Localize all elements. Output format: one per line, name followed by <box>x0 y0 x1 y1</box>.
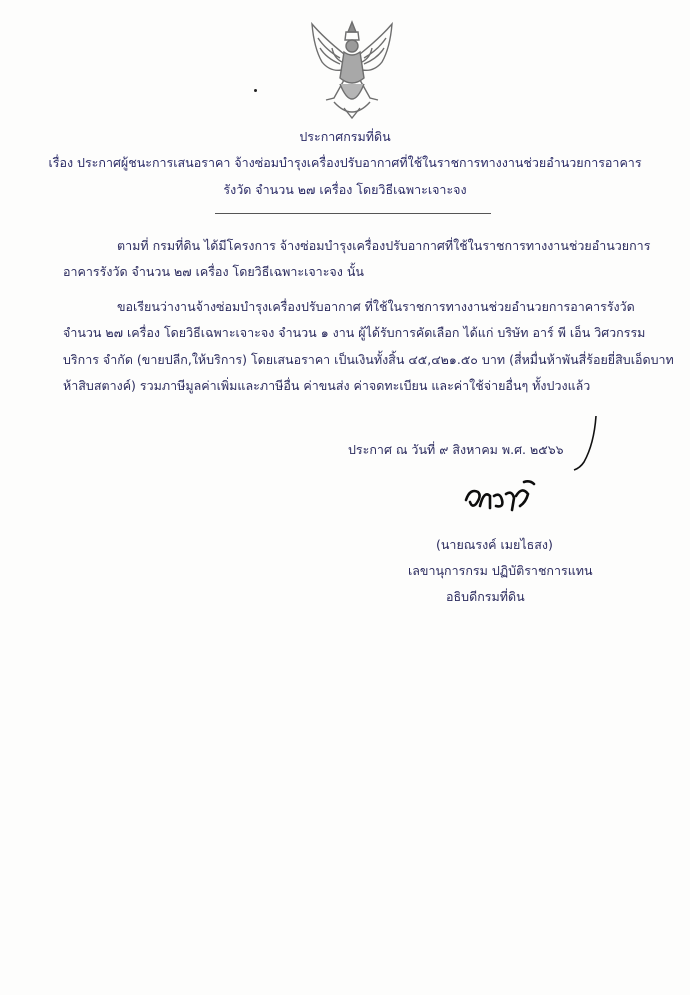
divider <box>215 213 491 214</box>
agency-title: ประกาศกรมที่ดิน <box>299 129 391 144</box>
paragraph-2-line-4: ห้าสิบสตางค์) รวมภาษีมูลค่าเพิ่มและภาษีอื่น ค่าขนส่ง ค่าจดทะเบียน และค่าใช้จ่ายอื่นๆ ทั้งปวงแล้ว <box>63 378 591 393</box>
handwritten-signature <box>460 478 540 518</box>
announcement-date: ประกาศ ณ วันที่ ๙ สิงหาคม พ.ศ. ๒๕๖๖ <box>348 442 564 457</box>
garuda-emblem-icon <box>304 18 400 122</box>
pen-stroke <box>566 414 606 474</box>
signatory-position-1: เลขานุการกรม ปฏิบัติราชการแทน <box>408 563 593 578</box>
ink-speck <box>254 89 257 92</box>
paragraph-2-line-3: บริการ จำกัด (ขายปลีก,ให้บริการ) โดยเสนอราคา เป็นเงินทั้งสิ้น ๔๕,๔๒๑.๕๐ บาท (สี่หมื่นห้าพันสี่ร้อยยี่สิบเอ็ดบาท <box>63 352 674 367</box>
signatory-position-2: อธิบดีกรมที่ดิน <box>446 589 525 604</box>
signatory-name: (นายณรงค์ เมยไธสง) <box>436 537 553 552</box>
paragraph-2-line-2: จำนวน ๒๗ เครื่อง โดยวิธีเฉพาะเจาะจง จำนวน ๑ งาน ผู้ได้รับการคัดเลือก ได้แก่ บริษัท อาร์ พี เอ็น วิศวกรรม <box>63 325 646 340</box>
subject-line-1: เรื่อง ประกาศผู้ชนะการเสนอราคา จ้างซ่อมบำรุงเครื่องปรับอากาศที่ใช้ในราชการทางงานช่วยอำนวยการอาคาร <box>48 155 642 170</box>
paragraph-1-line-2: อาคารรังวัด จำนวน ๒๗ เครื่อง โดยวิธีเฉพาะเจาะจง นั้น <box>63 264 364 279</box>
subject-line-2: รังวัด จำนวน ๒๗ เครื่อง โดยวิธีเฉพาะเจาะจง <box>223 182 467 197</box>
paragraph-2-line-1: ขอเรียนว่างานจ้างซ่อมบำรุงเครื่องปรับอากาศ ที่ใช้ในราชการทางงานช่วยอำนวยการอาคารรังวัด <box>117 299 635 314</box>
paragraph-1-line-1: ตามที่ กรมที่ดิน ได้มีโครงการ จ้างซ่อมบำรุงเครื่องปรับอากาศที่ใช้ในราชการทางงานช่วยอำนวยการ <box>117 238 651 253</box>
